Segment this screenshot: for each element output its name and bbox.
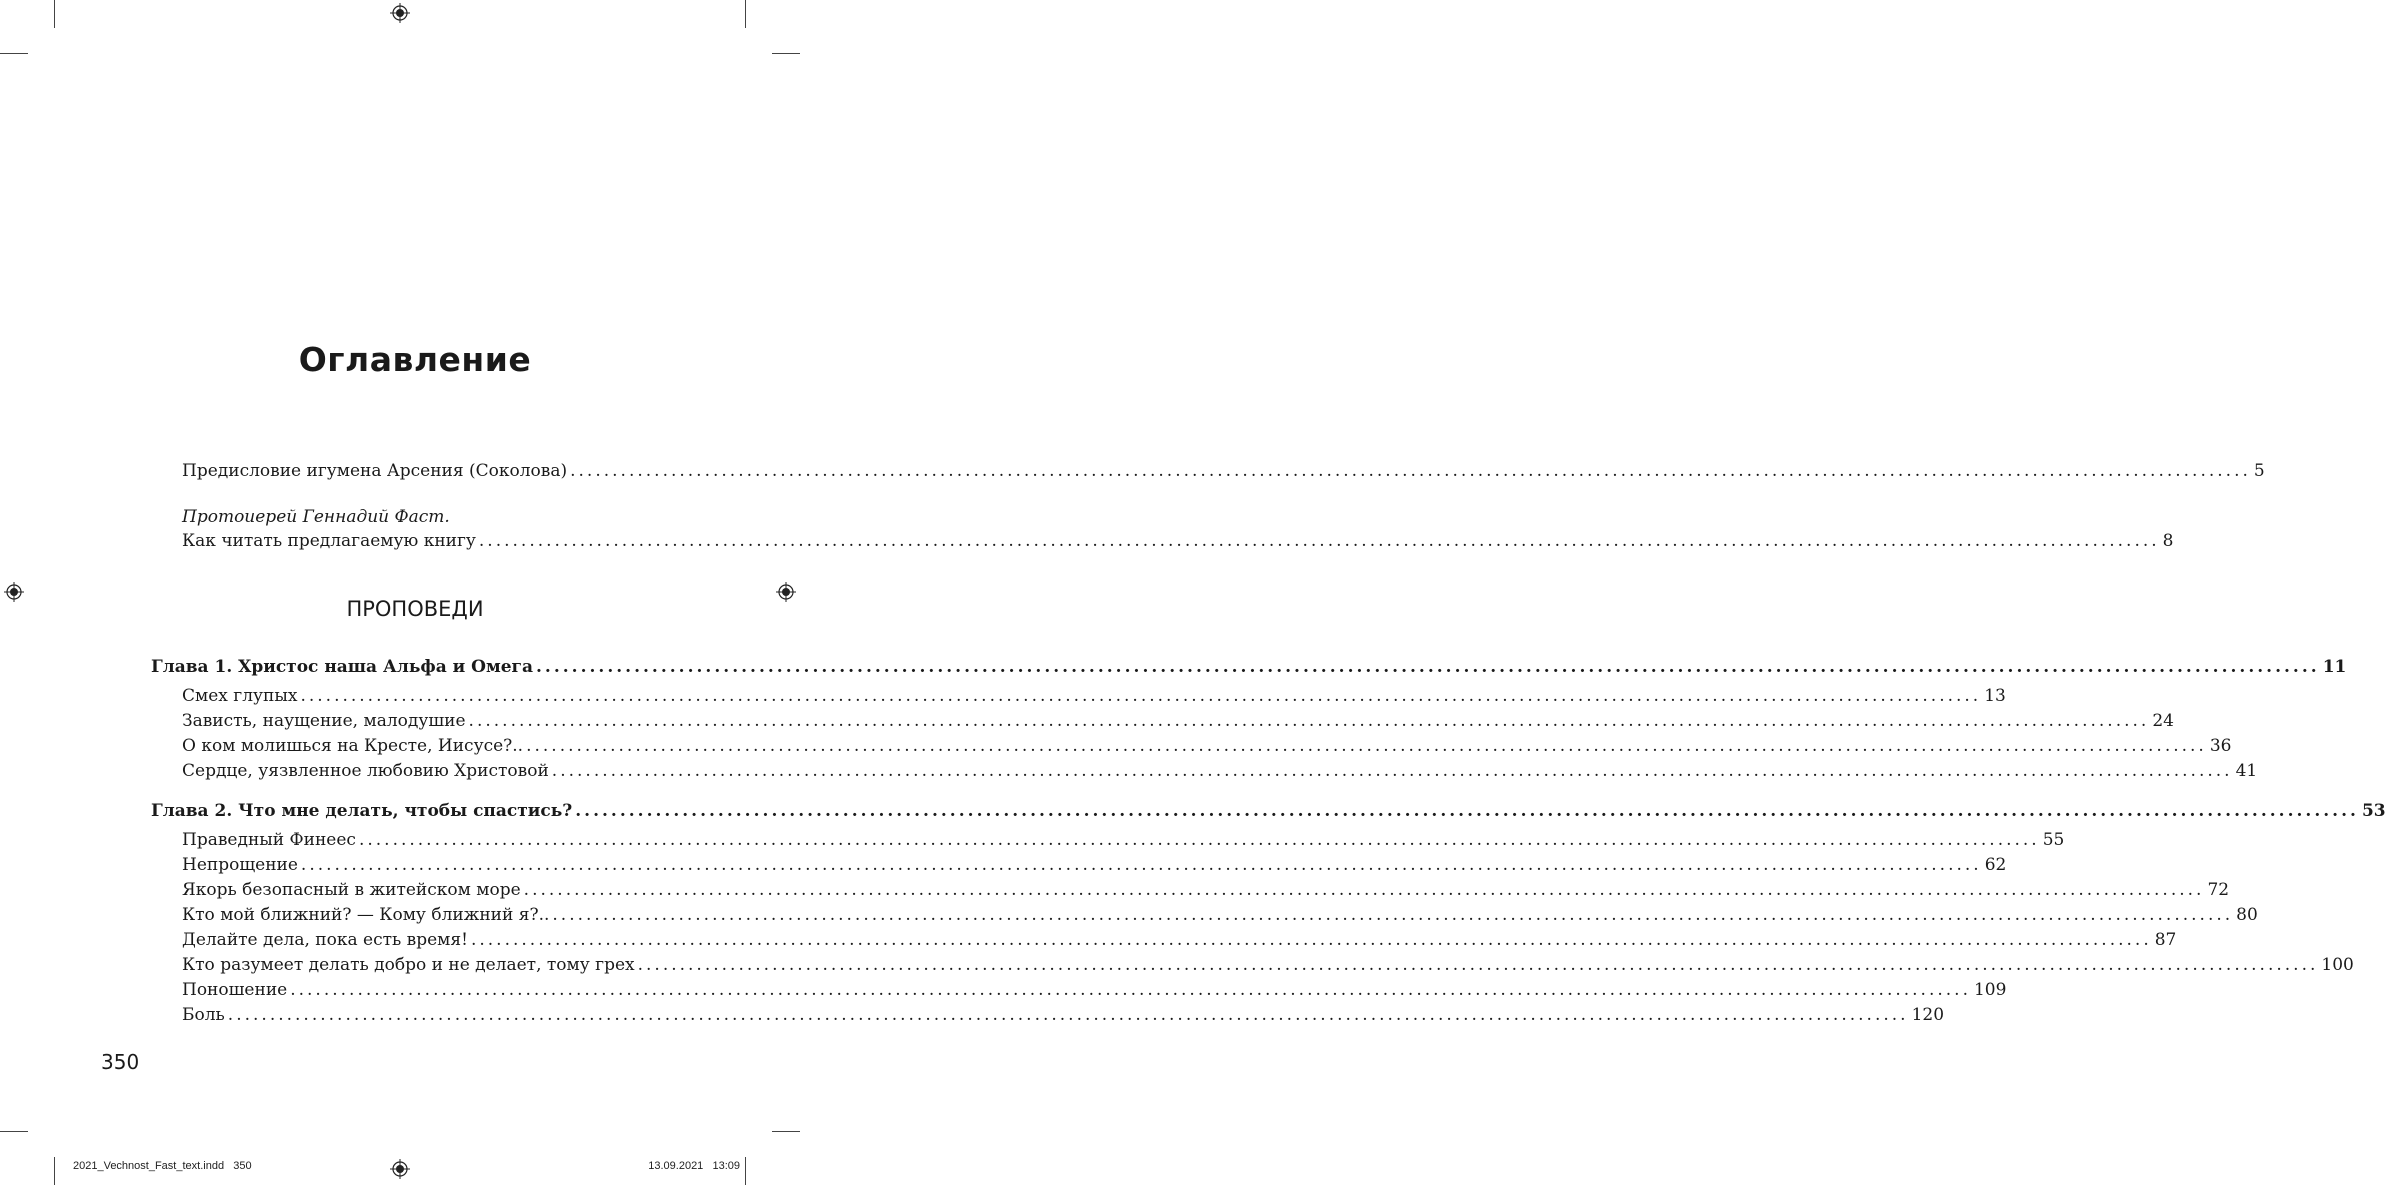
slug-file: 2021_Vechnost_Fast_text.indd 350 [73, 1160, 252, 1172]
dot-leader: ........................................................................................................................................................................................................ [552, 905, 2234, 925]
toc-entry[interactable] [182, 904, 2258, 926]
toc-chapter-page: 53 [2361, 801, 2386, 821]
toc-entry-page: 62 [1984, 855, 2007, 875]
toc-entry[interactable] [182, 1004, 1945, 1026]
slug-date: 13.09.2021 13:09 [648, 1160, 740, 1172]
toc-entry[interactable] [182, 979, 2007, 1001]
toc-entry-title: Смех глупых [182, 686, 298, 706]
dot-leader: ........................................................................................................................................................................................................ [551, 761, 2233, 781]
toc-chapter[interactable] [151, 800, 2386, 822]
toc-entry-title: Как читать предлагаемую книгу [182, 531, 476, 551]
dot-leader: ........................................................................................................................................................................................................ [535, 657, 2320, 677]
toc-entry[interactable] [182, 854, 2007, 876]
toc-entry-title: Делайте дела, пока есть время! [182, 930, 468, 950]
toc-entry-title: Непрощение [182, 855, 298, 875]
toc-entry-page: 80 [2236, 905, 2258, 925]
crop-mark-bottom-left [54, 1157, 55, 1185]
page-title: Оглавление [298, 340, 532, 379]
toc-chapter-title: Глава 2. Что мне делать, чтобы спастись? [151, 801, 573, 821]
toc-entry-title: Кто мой ближний? — Кому ближний я?.. [182, 905, 550, 925]
toc-entry-title: Боль [182, 1005, 225, 1025]
toc-chapter-page: 11 [2322, 657, 2347, 677]
toc-entry-page: 120 [1911, 1005, 1945, 1025]
toc-entry-page: 72 [2207, 880, 2230, 900]
toc-chapter[interactable] [151, 656, 2347, 678]
crop-mark-right-bottom [772, 1131, 800, 1132]
toc-entry-author: Протоиерей Геннадий Фаст. [182, 507, 450, 527]
toc-entry[interactable] [182, 530, 2174, 552]
toc-entry[interactable] [182, 879, 2230, 901]
toc-entry[interactable] [182, 685, 2006, 707]
dot-leader: ........................................................................................................................................................................................................ [358, 830, 2040, 850]
toc-entry[interactable] [182, 460, 2265, 482]
section-title: ПРОПОВЕДИ [346, 597, 484, 621]
toc-entry-page: 36 [2209, 736, 2232, 756]
crop-mark-top-right [745, 0, 746, 28]
toc-entry-title: Праведный Финеес [182, 830, 356, 850]
toc-entry-title: Зависть, наущение, малодушие [182, 711, 466, 731]
dot-leader: ........................................................................................................................................................................................................ [468, 711, 2150, 731]
toc-entry-title: О ком молишься на Кресте, Иисусе?.. [182, 736, 524, 756]
toc-entry[interactable] [182, 954, 2354, 976]
dot-leader: ........................................................................................................................................................................................................ [470, 930, 2152, 950]
toc-entry-page: 41 [2235, 761, 2258, 781]
toc-entry[interactable] [182, 929, 2177, 951]
dot-leader: ........................................................................................................................................................................................................ [300, 686, 1982, 706]
toc-entry-page: 5 [2253, 461, 2265, 481]
crop-mark-bottom-right [745, 1157, 746, 1185]
toc-entry-title: Предисловие игумена Арсения (Соколова) [182, 461, 568, 481]
toc-entry-page: 13 [1984, 686, 2006, 706]
toc-entry-page: 109 [1973, 980, 2007, 1000]
dot-leader: ........................................................................................................................................................................................................ [575, 801, 2359, 821]
toc-entry-title: Поношение [182, 980, 288, 1000]
dot-leader: ........................................................................................................................................................................................................ [570, 461, 2251, 481]
crop-mark-right-top [772, 53, 800, 54]
registration-mark-icon [390, 1159, 410, 1179]
registration-mark-icon [390, 3, 410, 23]
toc-entry-title: Якорь безопасный в житейском море [182, 880, 521, 900]
dot-leader: ........................................................................................................................................................................................................ [300, 855, 1982, 875]
toc-entry-title: Сердце, уязвленное любовию Христовой [182, 761, 549, 781]
toc-entry-page: 55 [2042, 830, 2065, 850]
toc-chapter-title: Глава 1. Христос наша Альфа и Омега [151, 657, 533, 677]
toc-entry-page: 24 [2152, 711, 2174, 731]
toc-entry-title: Кто разумеет делать добро и не делает, тому грех [182, 955, 635, 975]
toc-entry[interactable] [182, 760, 2258, 782]
crop-mark-left-bottom [0, 1131, 28, 1132]
toc-entry[interactable] [182, 735, 2232, 757]
dot-leader: ........................................................................................................................................................................................................ [290, 980, 1971, 1000]
toc-entry[interactable] [182, 829, 2065, 851]
crop-mark-top-left [54, 0, 55, 28]
toc-entry[interactable] [182, 710, 2174, 732]
dot-leader: ........................................................................................................................................................................................................ [526, 736, 2207, 756]
crop-mark-left-top [0, 53, 28, 54]
toc-entry-page: 8 [2162, 531, 2174, 551]
toc-entry-page: 100 [2321, 955, 2354, 975]
dot-leader: ........................................................................................................................................................................................................ [478, 531, 2160, 551]
dot-leader: ........................................................................................................................................................................................................ [523, 880, 2205, 900]
dot-leader: ........................................................................................................................................................................................................ [637, 955, 2319, 975]
page-number: 350 [101, 1050, 140, 1074]
dot-leader: ........................................................................................................................................................................................................ [227, 1005, 1909, 1025]
toc-entry-page: 87 [2154, 930, 2177, 950]
